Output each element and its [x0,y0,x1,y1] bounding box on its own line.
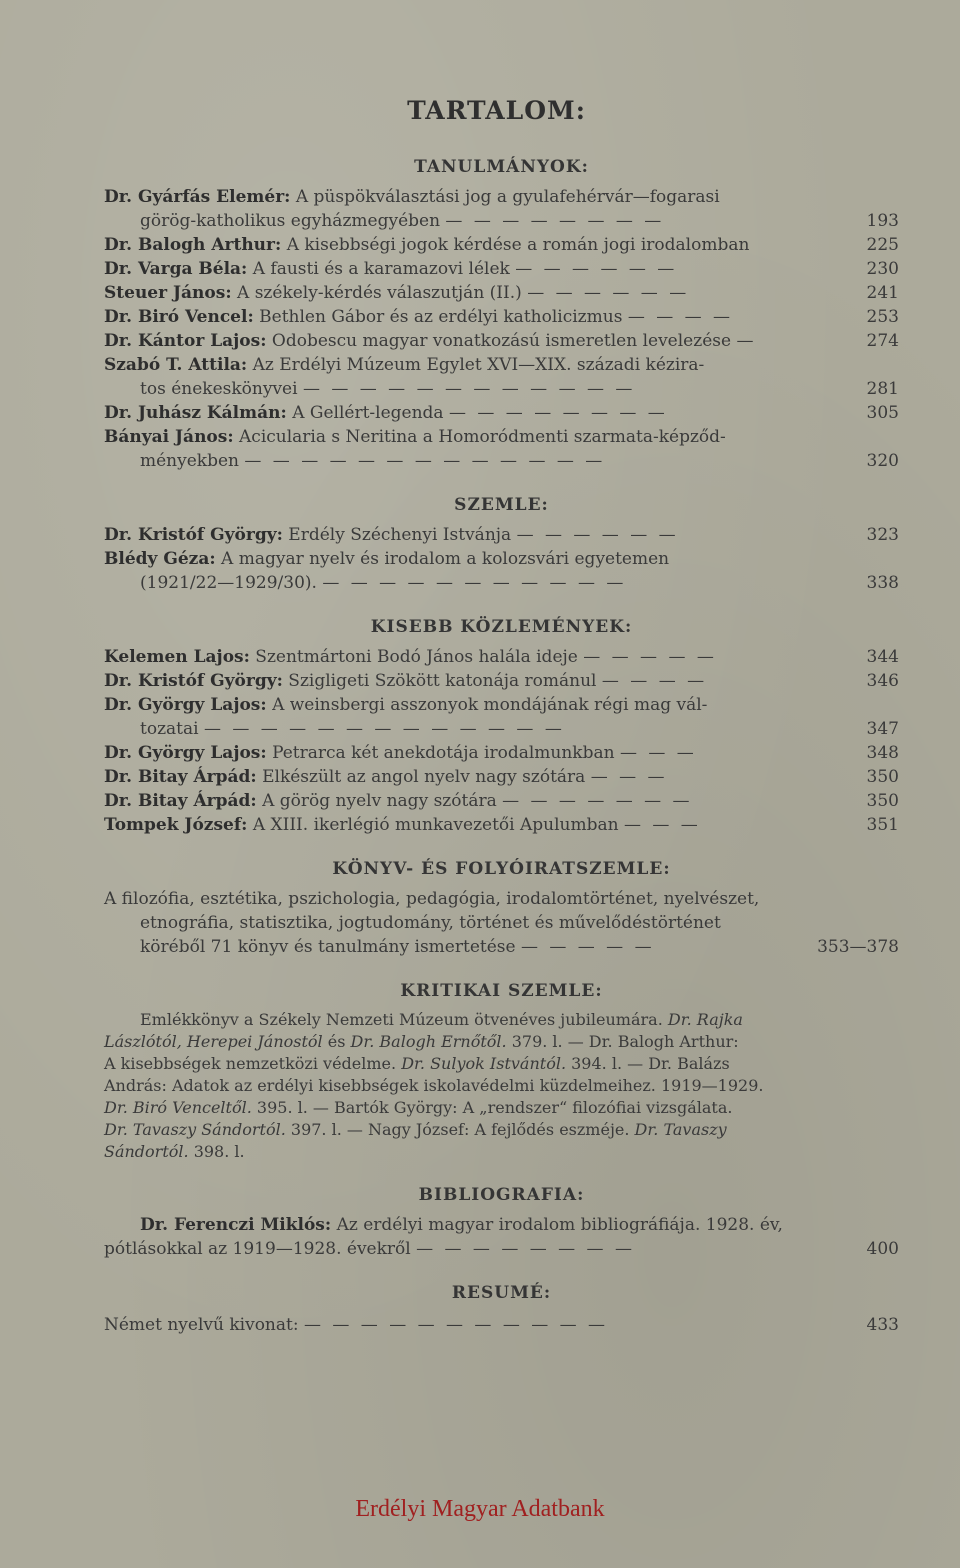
leader-dashes: — — — — — — — — — — — — — [244,451,606,471]
konyv-line: etnográfia, statisztika, jogtudomány, történet és művelődéstörténet [140,913,721,933]
leader-dashes: — — — — — — — — — — — — [302,379,636,399]
entry-title-cont: ményekben [140,451,239,471]
entry-title: A kisebbségi jogok kérdése a román jogi irodalomban [286,235,750,255]
leader-dashes: — — — — — — — — [445,211,665,231]
list-tanulmanyok [104,185,899,473]
konyv-paragraph [104,887,899,959]
entry-author: Dr. Kántor Lajos: [104,331,267,351]
kritikai-text: 379. l. — Dr. Balogh Arthur: [511,1032,739,1051]
section-heading-tanulmanyok: TANULMÁNYOK: [414,157,589,177]
entry-author: Tompek József: [104,815,248,835]
leader-dashes: — — — — — — — [502,791,693,811]
kritikai-text: és [327,1032,346,1051]
section-heading-bibliografia: BIBLIOGRAFIA: [418,1185,585,1205]
leader-dashes: — — — — — — — — — — — — — [203,719,565,739]
entry-title: Petrarca két anekdotája irodalmunkban [272,743,615,763]
toc-entry [104,185,899,233]
kritikai-reviewer: Dr. Balogh Ernőtől. [350,1032,507,1051]
toc-entry [104,765,899,789]
page-number: 320 [866,451,899,471]
kritikai-paragraph [104,1009,899,1163]
entry-author: Dr. Ferenczi Miklós: [140,1215,332,1235]
kritikai-text: Emlékkönyv a Székely Nemzeti Múzeum ötvenéves jubileumára. [140,1010,663,1029]
source-watermark: Erdélyi Magyar Adatbank [355,1496,605,1522]
bibliografia-entry [104,1213,899,1261]
kritikai-reviewer: Dr. Rajka [667,1010,743,1029]
leader-dashes: — — — — [601,671,708,691]
resume-entry [104,1313,899,1337]
entry-author: Dr. Balogh Arthur: [104,235,282,255]
section-heading-kritikai: KRITIKAI SZEMLE: [400,981,603,1001]
section-heading-kisebb: KISEBB KÖZLEMÉNYEK: [370,617,633,637]
konyv-line: köréből 71 könyv és tanulmány ismertetése [140,937,516,957]
toc-entry [104,789,899,813]
leader-dashes: — — — — — — — — — — — [322,573,627,593]
kritikai-text: 397. l. — Nagy József: A fejlődés eszméje. [290,1120,630,1139]
page-number: 346 [866,671,899,691]
leader-dashes: — — — — — — — — — — — [304,1315,609,1335]
list-szemle [104,523,899,595]
kritikai-reviewer: Dr. Sulyok Istvántól. [401,1054,567,1073]
page-number: 274 [866,331,899,351]
entry-author: Dr. Biró Vencel: [104,307,254,327]
leader-dashes: — — — — — — [516,525,679,545]
leader-dashes: — — — — — — — — [448,403,668,423]
leader-dashes: — — — — — — [527,283,690,303]
entry-title: Szigligeti Szökött katonája románul [288,671,597,691]
entry-title: Odobescu magyar vonatkozású ismeretlen levelezése — [271,331,754,351]
entry-author: Dr. Juhász Kálmán: [104,403,287,423]
page-number: 344 [866,647,899,667]
entry-author: Steuer János: [104,283,232,303]
toc-entry [104,401,899,425]
toc-entry [104,669,899,693]
entry-title: Acicularia s Neritina a Homoródmenti szarmata-képződ- [239,427,726,447]
entry-title: A püspökválasztási jog a gyulafehérvár—fogarasi [295,187,720,207]
entry-author: Kelemen Lajos: [104,647,250,667]
entry-author: Dr. Bitay Árpád: [104,767,257,787]
page-number: 348 [866,743,899,763]
page-number: 347 [866,719,899,739]
leader-dashes: — — — — — — — — [416,1239,635,1259]
leader-dashes: — — — [619,743,697,763]
page-number: 253 [866,307,899,327]
entry-title: Erdély Széchenyi Istvánja [288,525,512,545]
page-number: 350 [866,791,899,811]
page-number: 353—378 [817,937,899,957]
page-number: 351 [866,815,899,835]
entry-title-cont: pótlásokkal az 1919—1928. évekről [104,1239,411,1259]
kritikai-text: A kisebbségek nemzetközi védelme. [104,1054,397,1073]
page-number: 338 [866,573,899,593]
entry-title-cont: tos énekeskönyvei [140,379,298,399]
page-number: 241 [866,283,899,303]
kritikai-reviewer: Dr. Tavaszy Sándortól. [104,1120,286,1139]
entry-author: Dr. György Lajos: [104,695,267,715]
entry-title-cont: görög-katholikus egyházmegyében [140,211,441,231]
entry-title-cont: (1921/22—1929/30). [140,573,317,593]
page-number: 225 [866,235,899,255]
entry-title-cont: tozatai [140,719,199,739]
toc-entry [104,523,899,547]
entry-title: A XIII. ikerlégió munkavezetői Apulumban [252,815,619,835]
toc-entry [104,257,899,281]
entry-author: Dr. Varga Béla: [104,259,248,279]
entry-author: Szabó T. Attila: [104,355,248,375]
leader-dashes: — — — — — — [515,259,678,279]
leader-dashes: — — — — — [520,937,655,957]
toc-entry [104,813,899,837]
toc-entry [104,305,899,329]
entry-title: A székely-kérdés válaszutján (II.) [237,283,522,303]
entry-title: Elkészült az angol nyelv nagy szótára [262,767,586,787]
leader-dashes: — — — [624,815,701,835]
entry-author: Dr. Kristóf György: [104,525,283,545]
toc-entry [104,645,899,669]
page-number: 281 [866,379,899,399]
toc-entry [104,353,899,401]
page-title: TARTALOM: [407,96,586,125]
leader-dashes: — — — [590,767,668,787]
entry-author: Bányai János: [104,427,234,447]
kritikai-text: 394. l. — Dr. Balázs [571,1054,730,1073]
page-number: 230 [866,259,899,279]
toc-entry [104,425,899,473]
kritikai-text: 395. l. — Bartók György: A „rendszer“ filozófiai vizsgálata. [256,1098,733,1117]
toc-entry [104,693,899,741]
entry-title: A görög nyelv nagy szótára [262,791,497,811]
page-number: 323 [866,525,899,545]
toc-entry [104,741,899,765]
page-number: 433 [866,1315,899,1335]
entry-title: Bethlen Gábor és az erdélyi katholicizmus [259,307,623,327]
kritikai-reviewer: Lászlótól, Herepei Jánostól [104,1032,323,1051]
konyv-line: A filozófia, esztétika, pszichologia, pedagógia, irodalomtörténet, nyelvészet, [104,889,760,909]
entry-author: Dr. Kristóf György: [104,671,283,691]
entry-title: A weinsbergi asszonyok mondájának régi mag vál- [272,695,708,715]
kritikai-text: 398. l. [193,1142,245,1161]
page-number: 193 [866,211,899,231]
leader-dashes: — — — — [627,307,734,327]
section-heading-konyv: KÖNYV- ÉS FOLYÓIRATSZEMLE: [332,859,671,879]
entry-title: Az erdélyi magyar irodalom bibliográfiája. 1928. év, [336,1215,783,1235]
kritikai-reviewer: Dr. Biró Venceltől. [104,1098,252,1117]
kritikai-reviewer: Dr. Tavaszy [634,1120,727,1139]
toc-entry [104,329,899,353]
toc-entry [104,281,899,305]
entry-author: Dr. György Lajos: [104,743,267,763]
section-heading-szemle: SZEMLE: [454,495,549,515]
page-number: 350 [866,767,899,787]
toc-entry [104,233,899,257]
entry-title: Az Erdélyi Múzeum Egylet XVI—XIX. századi kézira- [252,355,705,375]
entry-author: Dr. Bitay Árpád: [104,791,257,811]
toc-entry [104,547,899,595]
table-of-contents [104,96,899,1337]
kritikai-reviewer: Sándortól. [104,1142,189,1161]
entry-title: Német nyelvű kivonat: [104,1315,299,1335]
leader-dashes: — — — — — [583,647,717,667]
page-number: 305 [866,403,899,423]
kritikai-text: András: Adatok az erdélyi kisebbségek iskolavédelmi küzdelmeihez. 1919—1929. [104,1076,764,1095]
konyv-last-line [104,935,899,959]
entry-title: A fausti és a karamazovi lélek [252,259,510,279]
entry-title: Szentmártoni Bodó János halála ideje [255,647,578,667]
page-number: 400 [866,1239,899,1259]
section-heading-resume: RESUMÉ: [451,1283,552,1303]
entry-author: Dr. Gyárfás Elemér: [104,187,291,207]
entry-title: A magyar nyelv és irodalom a kolozsvári egyetemen [221,549,670,569]
entry-author: Blédy Géza: [104,549,216,569]
entry-title: A Gellért-legenda [292,403,444,423]
list-kisebb [104,645,899,837]
